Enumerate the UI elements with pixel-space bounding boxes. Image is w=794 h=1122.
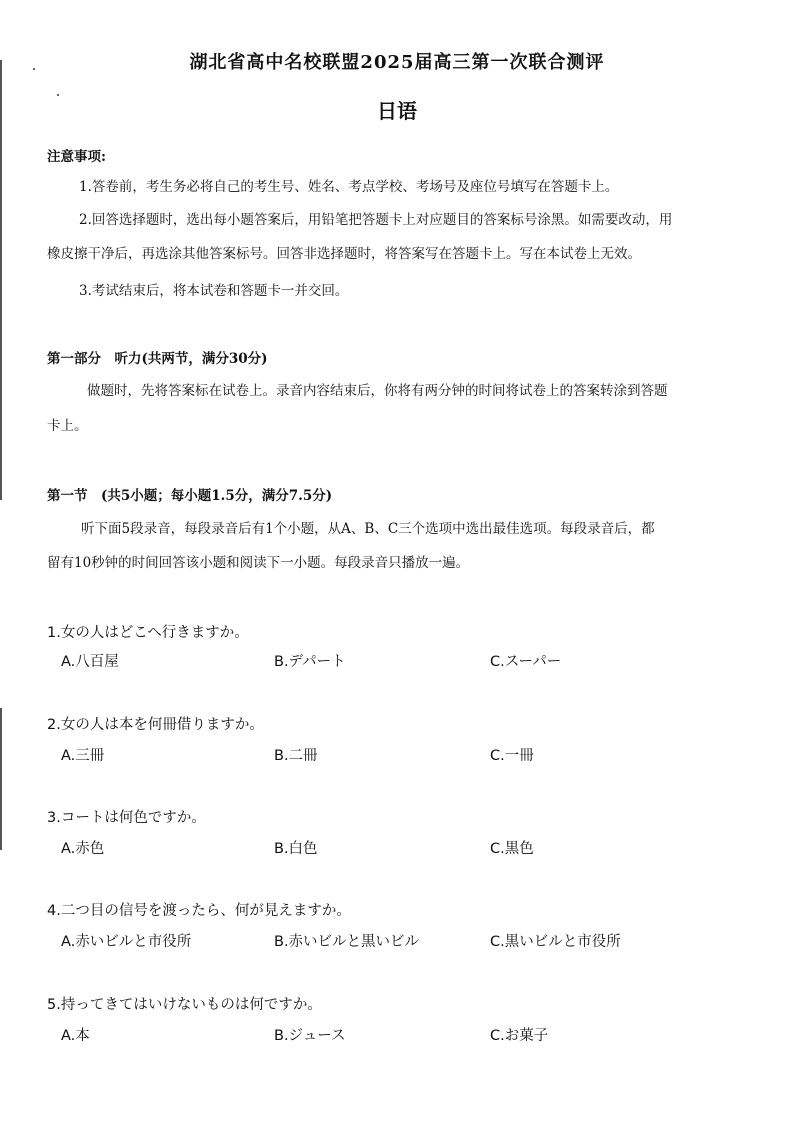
question-3-option-a: A.赤色: [61, 841, 105, 857]
question-2-option-c: C.一冊: [490, 748, 534, 764]
question-5-option-c: C.お菓子: [490, 1028, 549, 1044]
exam-subject: 日语: [377, 99, 417, 123]
question-5-option-b: B.ジュース: [274, 1028, 346, 1044]
section1-instruction-line-2: 留有10秒钟的时间回答该小题和阅读下一小题。每段录音只播放一遍。: [47, 555, 470, 571]
notice-item-2-line-2: 橡皮擦干净后，再选涂其他答案标号。回答非选择题时，将答案写在答题卡上。写在本试卷上无效。: [47, 246, 641, 262]
question-2-option-b: B.二冊: [274, 748, 318, 764]
left-scan-edge-top: [0, 60, 2, 500]
notice-heading: 注意事项:: [47, 149, 106, 165]
question-1-option-b: B.デパート: [274, 654, 346, 670]
part1-instruction-line-1: 做题时，先将答案标在试卷上。录音内容结束后，你将有两分钟的时间将试卷上的答案转涂到答题: [87, 383, 668, 399]
question-4-stem: 4.二つ目の信号を渡ったら、何が見えますか。: [47, 903, 351, 919]
question-2-option-a: A.三冊: [61, 748, 105, 764]
question-1-stem: 1.女の人はどこへ行きますか。: [47, 625, 249, 641]
question-5-stem: 5.持ってきてはいけないものは何ですか。: [47, 997, 322, 1013]
part1-heading: 第一部分 听力(共两节，满分30分): [47, 351, 268, 367]
question-4-option-b: B.赤いビルと黒いビル: [274, 934, 420, 950]
notice-item-2-line-1: 2.回答选择题时，选出每小题答案后，用铅笔把答题卡上对应题目的答案标号涂黑。如需要改动，用: [79, 212, 673, 228]
question-3-option-b: B.白色: [274, 841, 318, 857]
question-4-option-c: C.黒いビルと市役所: [490, 934, 621, 950]
question-4-option-a: A.赤いビルと市役所: [61, 934, 192, 950]
question-3-stem: 3.コートは何色ですか。: [47, 810, 206, 826]
left-scan-edge-bottom: [0, 708, 2, 850]
notice-item-1: 1.答卷前，考生务必将自己的考生号、姓名、考点学校、考场号及座位号填写在答题卡上。: [79, 179, 619, 195]
part1-instruction-line-2: 卡上。: [47, 418, 88, 434]
question-5-option-a: A.本: [61, 1028, 90, 1044]
notice-item-3: 3.考试结束后，将本试卷和答题卡一并交回。: [79, 283, 349, 299]
question-2-stem: 2.女の人は本を何冊借りますか。: [47, 717, 264, 733]
section1-heading: 第一节 (共5小题；每小题1.5分，满分7.5分): [47, 488, 333, 504]
question-1-option-c: C.スーパー: [490, 654, 562, 670]
question-1-option-a: A.八百屋: [61, 654, 119, 670]
question-3-option-c: C.黒色: [490, 841, 534, 857]
exam-title: 湖北省高中名校联盟2025届高三第一次联合测评: [189, 52, 605, 73]
section1-instruction-line-1: 听下面5段录音，每段录音后有1个小题，从A、B、C三个选项中选出最佳选项。每段录音后，都: [81, 521, 655, 537]
